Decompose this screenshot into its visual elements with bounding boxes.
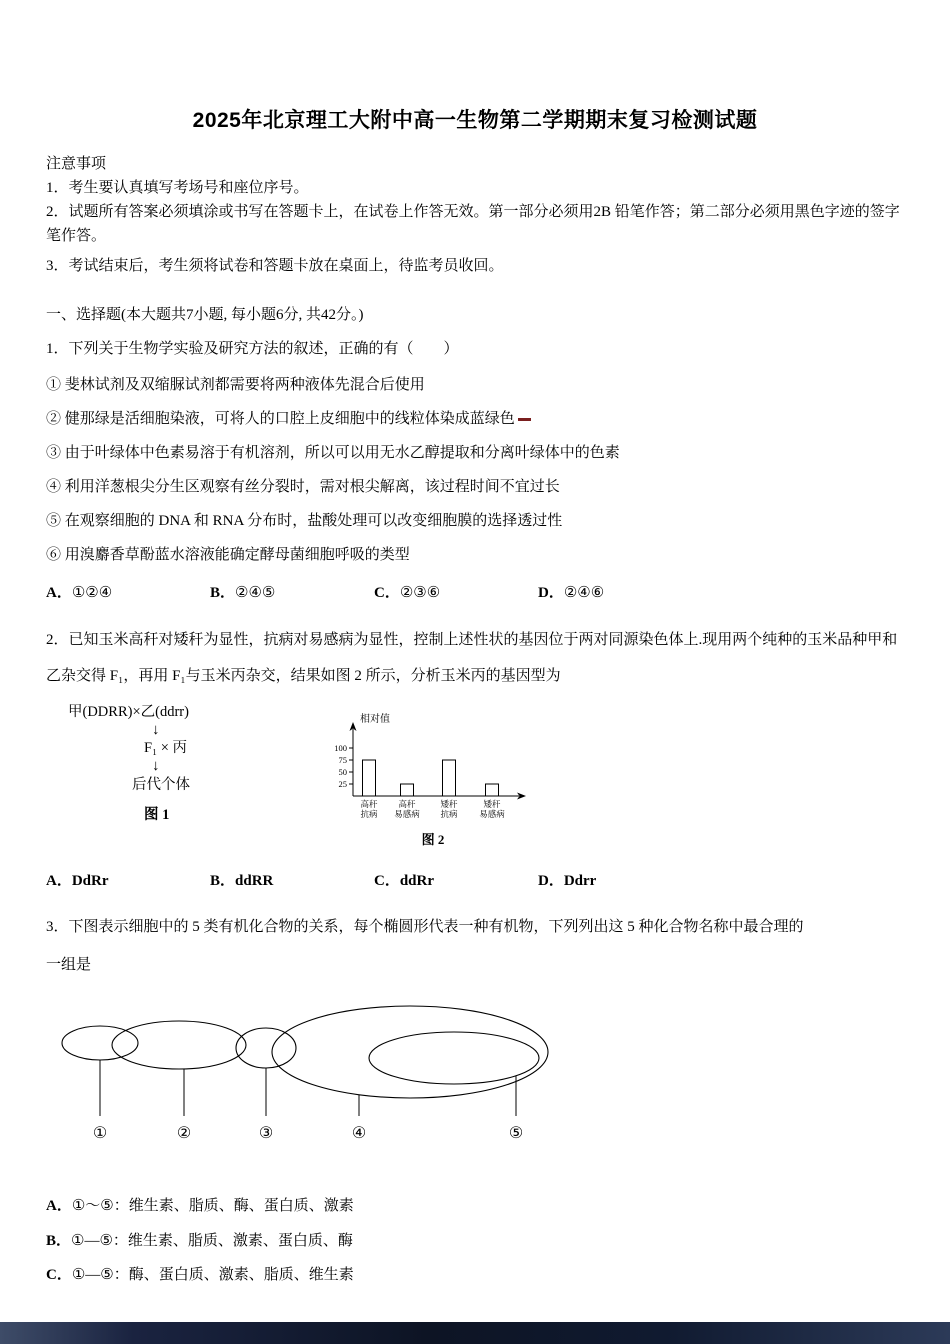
figure-bar-chart — [321, 704, 553, 856]
figure1-caption: 图 1 — [144, 807, 170, 823]
q2-figures — [64, 704, 904, 856]
q1-statement-5: ⑤ 在观察细胞的 DNA 和 RNA 分布时，盐酸处理可以改变细胞膜的选择透过性 — [46, 513, 563, 529]
q3-figure-wrap — [54, 998, 904, 1163]
bar-2 — [401, 784, 414, 796]
q3-option-b — [46, 1224, 904, 1259]
q3-stem-line-1: 3．下图表示细胞中的 5 类有机化合物的关系，每个椭圆形代表一种有机物，下列列出这 5 种化合物名称中最合理的 — [46, 919, 804, 935]
bar-4 — [486, 784, 499, 796]
q2-option-a — [46, 868, 210, 894]
cross-parents: 甲(DDRR)×乙(ddrr) — [68, 704, 189, 720]
q1-option-d-label: D． — [538, 585, 564, 601]
q1-option-b — [210, 580, 374, 606]
q2-option-b-text: ddRR — [235, 873, 274, 889]
figure-cross-diagram — [64, 704, 279, 824]
q2-option-c-label: C． — [374, 873, 400, 889]
x-category-label: 高秆 — [398, 799, 416, 809]
q2-option-a-label: A． — [46, 873, 72, 889]
x-category-label: 易感病 — [394, 809, 420, 819]
q1-stem: 1．下列关于生物学实验及研究方法的叙述，正确的有（ ） — [46, 341, 459, 357]
q1-options — [46, 580, 904, 606]
q1-option-d — [538, 580, 604, 606]
notice-item-3: 3．考试结束后，考生须将试卷和答题卡放在桌面上，待监考员收回。 — [46, 258, 504, 274]
organic-compound-ellipse-1 — [62, 1026, 138, 1060]
q2-option-b-label: B． — [210, 873, 236, 889]
venn-label-5: ⑤ — [508, 1125, 524, 1142]
y-tick-label: 75 — [338, 755, 347, 765]
q1-option-a — [46, 580, 210, 606]
q2-option-d-label: D． — [538, 873, 564, 889]
q2-option-d — [538, 868, 596, 894]
figure2-caption: 图 2 — [421, 832, 445, 847]
q2-option-a-text: DdRr — [71, 873, 109, 889]
q2-option-c — [374, 868, 538, 894]
q3-option-a-label: A． — [46, 1198, 72, 1214]
venn-label-2: ② — [176, 1125, 192, 1142]
y-tick-label: 100 — [334, 743, 347, 753]
q2-option-d-text: Ddrr — [563, 873, 597, 889]
section-heading: 一、选择题(本大题共7小题, 每小题6分, 共42分。) — [46, 307, 364, 323]
q3-stem-line-2: 一组是 — [46, 957, 92, 973]
q3-stem — [46, 908, 904, 984]
q1-option-d-text: ②④⑥ — [563, 585, 605, 601]
y-tick-label: 25 — [338, 779, 347, 789]
y-axis-label: 相对值 — [360, 714, 390, 725]
q3-option-c-label: C． — [46, 1267, 72, 1283]
notice-heading: 注意事项 — [46, 156, 107, 172]
x-category-label: 高秆 — [360, 799, 378, 809]
bar-3 — [443, 760, 456, 796]
organic-compound-ellipse-5 — [369, 1032, 539, 1084]
x-category-label: 抗病 — [440, 809, 458, 819]
bar-chart-bars — [363, 760, 499, 796]
q3-option-c — [46, 1258, 904, 1293]
q1-option-c-text: ②③⑥ — [399, 585, 441, 601]
q1-option-b-label: B． — [210, 585, 236, 601]
q1-statement-2: ② 健那绿是活细胞染液，可将人的口腔上皮细胞中的线粒体染成蓝绿色 — [46, 402, 904, 436]
q1-statement-3: ③ 由于叶绿体中色素易溶于有机溶剂，所以可以用无水乙醇提取和分离叶绿体中的色素 — [46, 445, 620, 461]
q2-options — [46, 868, 904, 894]
page-content — [0, 104, 950, 1293]
notice-item-1: 1．考生要认真填写考场号和座位序号。 — [46, 180, 309, 196]
q1-option-b-text: ②④⑤ — [235, 585, 276, 601]
venn-label-1: ① — [92, 1125, 108, 1142]
venn-label-3: ③ — [258, 1125, 274, 1142]
q1-statement-6: ⑥ 用溴麝香草酚蓝水溶液能确定酵母菌细胞呼吸的类型 — [46, 547, 410, 563]
footer-scan-bar — [0, 1322, 950, 1344]
venn-label-4: ④ — [351, 1125, 367, 1142]
q2-option-b — [210, 868, 374, 894]
down-arrow-icon: ↓ — [152, 722, 160, 738]
q3-option-c-text: ①—⑤：酶、蛋白质、激素、脂质、维生素 — [71, 1267, 354, 1283]
q3-option-a — [46, 1189, 904, 1224]
q3-option-b-label: B． — [46, 1232, 72, 1249]
x-category-label: 易感病 — [479, 809, 505, 819]
down-arrow-icon: ↓ — [152, 758, 160, 774]
q3-options — [46, 1189, 904, 1293]
q1-option-c-label: C． — [374, 585, 400, 601]
q2-stem: 2．已知玉米高秆对矮秆为显性，抗病对易感病为显性，控制上述性状的基因位于两对同源染色体上.现用两个纯种的玉米品种甲和乙杂交得 F₁，再用 F₁与玉米丙杂交，结果如图 2 所示，分析玉米丙的基因型为 — [46, 632, 898, 684]
bar-1 — [363, 760, 376, 796]
page-title: 2025年北京理工大附中高一生物第二学期期末复习检测试题 — [192, 109, 758, 132]
figure-venn-diagram — [54, 998, 574, 1158]
organic-compound-ellipse-4 — [272, 1006, 548, 1098]
x-category-label: 抗病 — [360, 809, 378, 819]
cross-offspring: 后代个体 — [132, 777, 190, 793]
q1-statement-4: ④ 利用洋葱根尖分生区观察有丝分裂时，需对根尖解离，该过程时间不宜过长 — [46, 479, 560, 495]
q1-statement-1: ① 斐林试剂及双缩脲试剂都需要将两种液体先混合后使用 — [46, 377, 425, 393]
q1-statements — [46, 368, 904, 572]
x-category-label: 矮秆 — [440, 799, 458, 809]
q1-option-a-label: A． — [46, 585, 72, 601]
q2-option-c-text: ddRr — [399, 873, 435, 889]
x-category-label: 矮秆 — [483, 799, 501, 809]
organic-compound-ellipse-2 — [112, 1021, 246, 1069]
q3-option-a-text: ①～⑤：维生素、脂质、酶、蛋白质、激素 — [71, 1198, 354, 1214]
q1-option-a-text: ①②④ — [71, 585, 113, 601]
notice-item-2: 2．试题所有答案必须填涂或书写在答题卡上，在试卷上作答无效。第一部分必须用2B 铅笔作答；第二部分必须用黑色字迹的签字笔作答。 — [46, 204, 900, 244]
y-tick-label: 50 — [338, 767, 347, 777]
q1-option-c — [374, 580, 538, 606]
q3-option-b-text: ①—⑤：维生素、脂质、激素、蛋白质、酶 — [71, 1232, 353, 1249]
cross-f1: F₁ × 丙 — [144, 740, 188, 756]
